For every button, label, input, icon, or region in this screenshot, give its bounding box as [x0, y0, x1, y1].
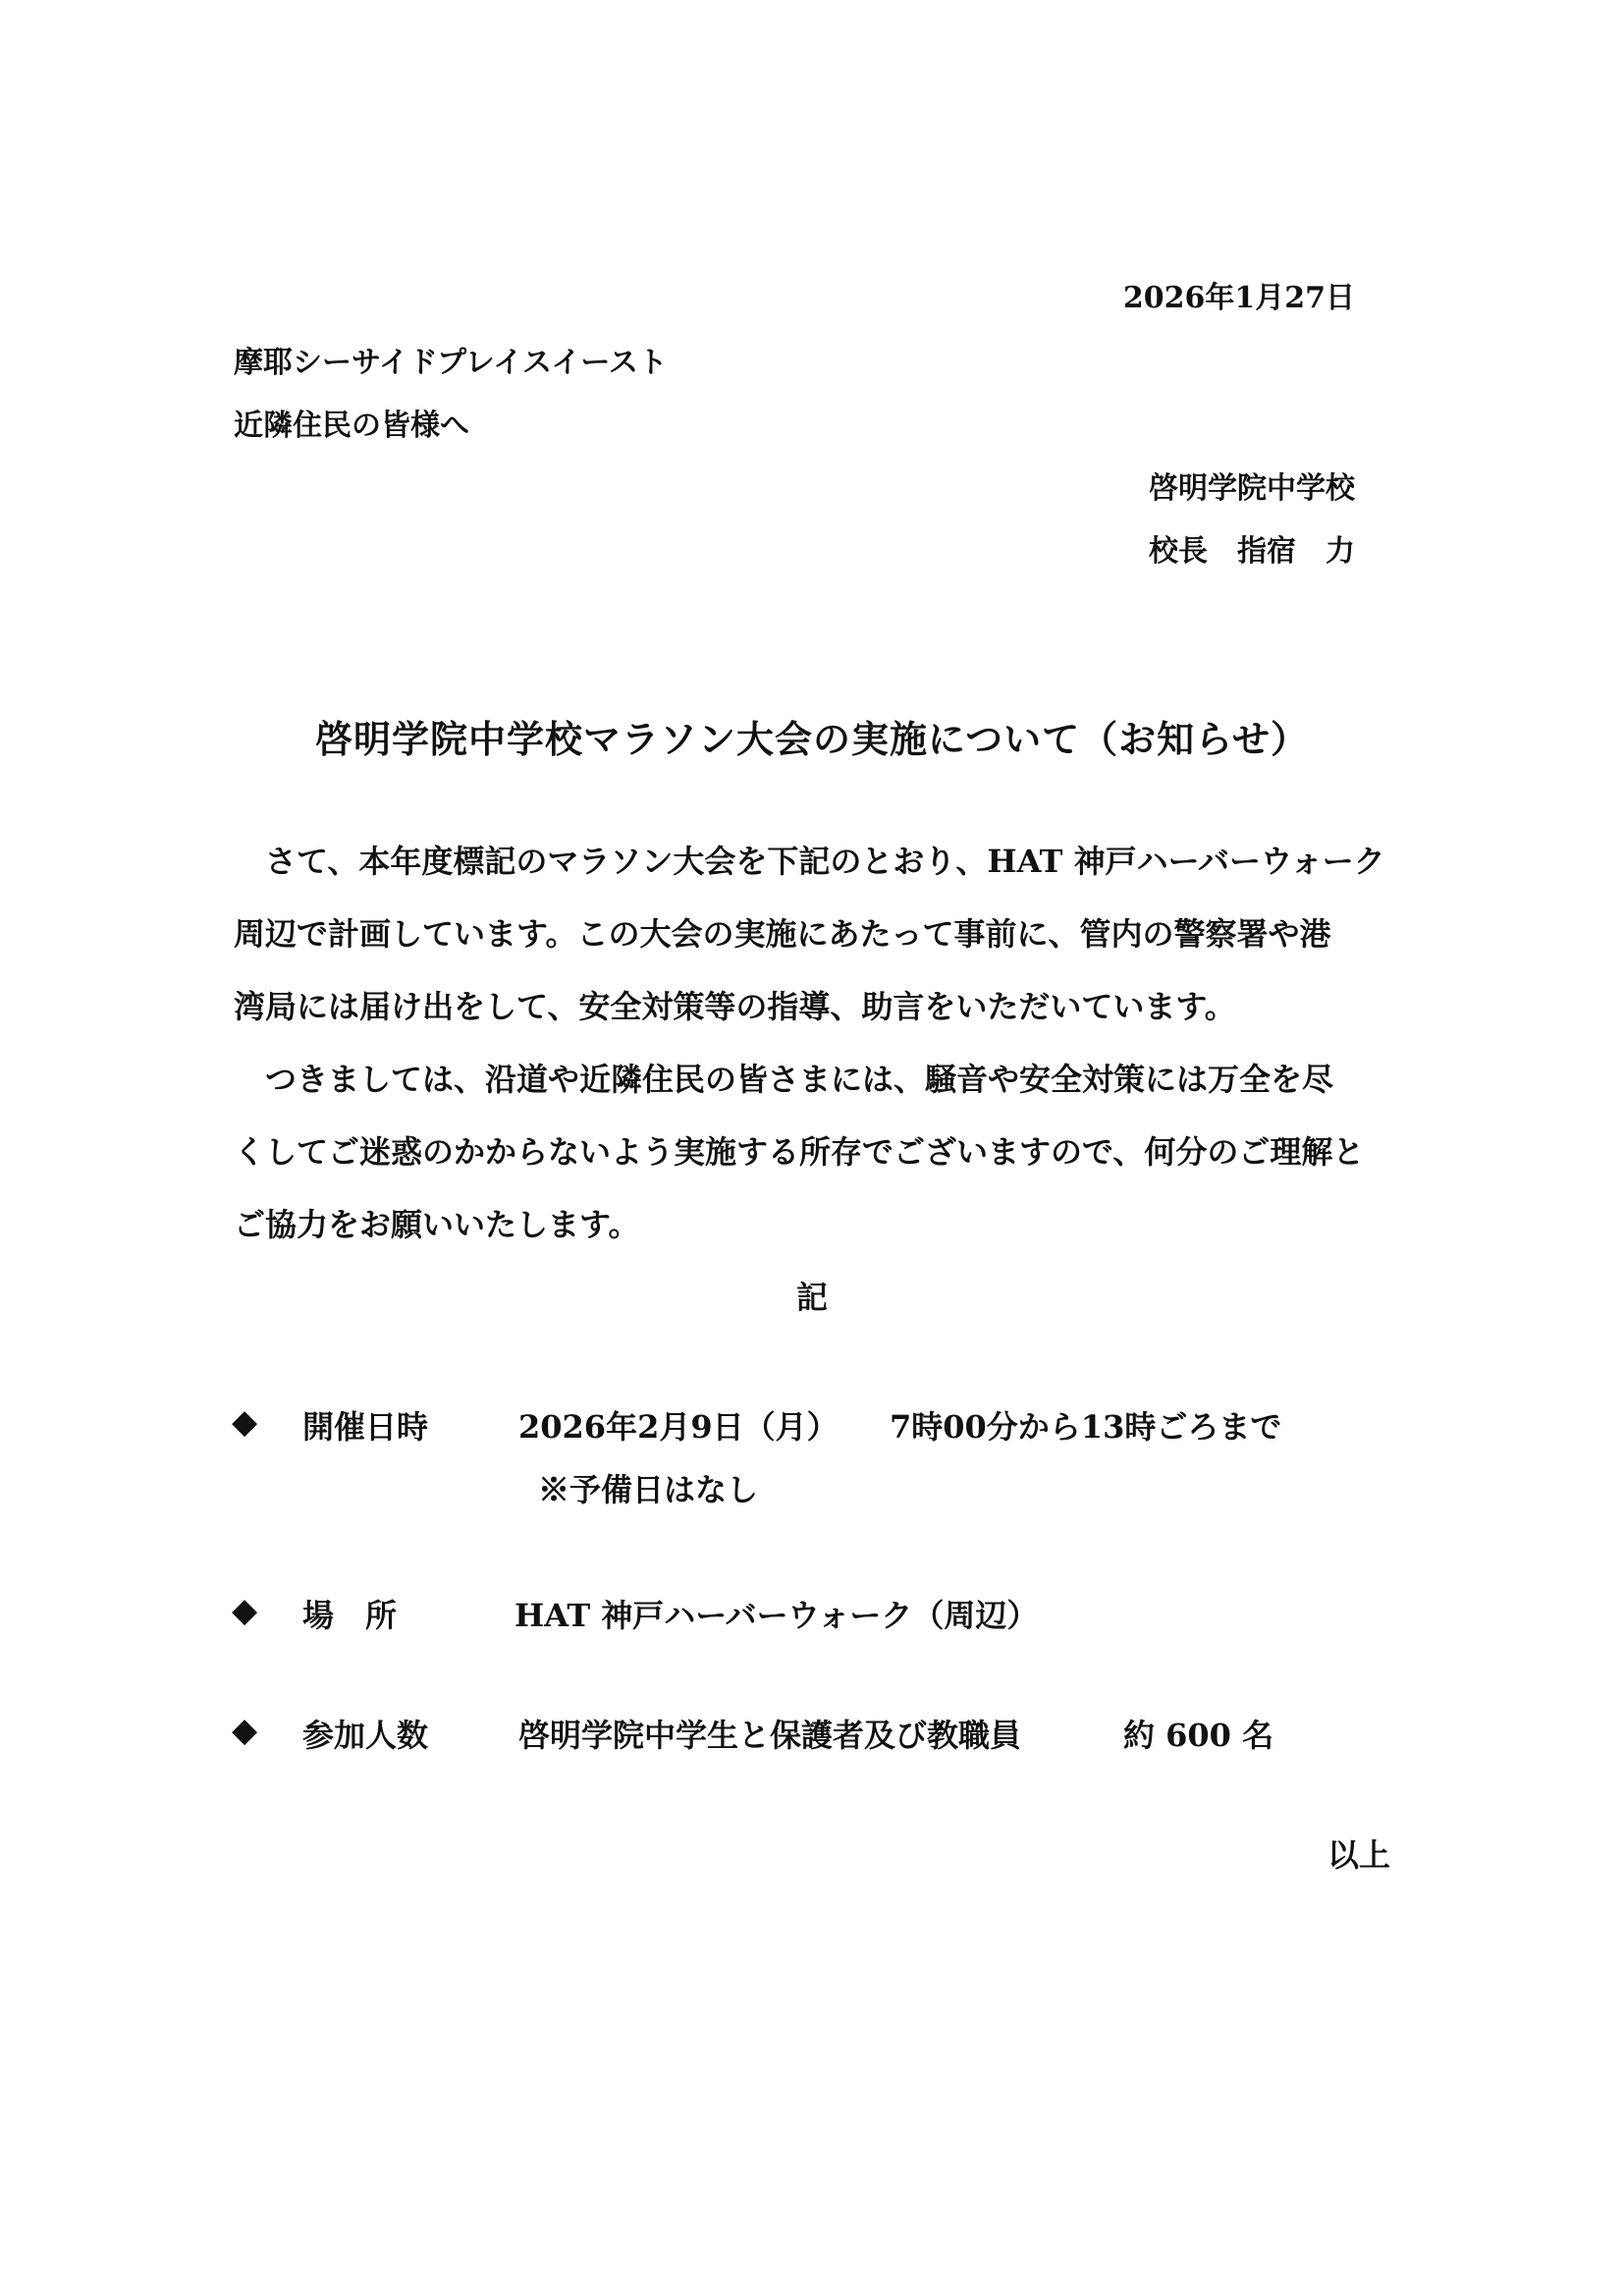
item-time: 7時00分から13時ごろまで [890, 1408, 1282, 1446]
closing-mark: 以上 [1326, 1836, 1390, 1874]
item-count: 約 600 名 [1123, 1717, 1274, 1754]
item-label-participants: 参加人数 [302, 1717, 429, 1754]
sender-school: 啓明学院中学校 [1149, 471, 1355, 506]
item-participants: 啓明学院中学生と保護者及び教職員 [518, 1717, 1022, 1754]
item-label-place: 場 所 [302, 1597, 398, 1634]
diamond-bullet-icon: ◆ [232, 1711, 258, 1750]
body-line: 湾局には届け出をして、安全対策等の指導、助言をいただいています。 [234, 988, 1236, 1025]
document-date: 2026年1月27日 [1122, 281, 1355, 315]
sender-principal: 校長 指宿 力 [1149, 534, 1355, 569]
diamond-bullet-icon: ◆ [232, 1402, 258, 1442]
diamond-bullet-icon: ◆ [232, 1591, 258, 1630]
item-date: 2026年2月9日（月） [518, 1408, 839, 1446]
item-note: ※予備日はなし [538, 1471, 759, 1508]
document-title: 啓明学院中学校マラソン大会の実施について（お知らせ） [314, 717, 1310, 761]
item-place: HAT 神戸ハーバーウォーク（周辺） [514, 1597, 1039, 1634]
body-line: ご協力をお願いいたします。 [234, 1206, 640, 1243]
recipient-building: 摩耶シーサイドプレイスイースト [234, 346, 668, 380]
body-line: さて、本年度標記のマラソン大会を下記のとおり、HAT 神戸ハーバーウォーク [265, 843, 1385, 880]
ki-heading: 記 [795, 1279, 828, 1316]
recipient-residents: 近隣住民の皆様へ [234, 409, 469, 443]
body-line: 周辺で計画しています。この大会の実施にあたって事前に、管内の警察署や港 [234, 915, 1331, 953]
body-line: つきましては、沿道や近隣住民の皆さまには、騒音や安全対策には万全を尽 [265, 1061, 1334, 1098]
body-line: くしてご迷惑のかからないよう実施する所存でございますので、何分のご理解と [234, 1133, 1365, 1171]
item-label-datetime: 開催日時 [302, 1408, 429, 1446]
